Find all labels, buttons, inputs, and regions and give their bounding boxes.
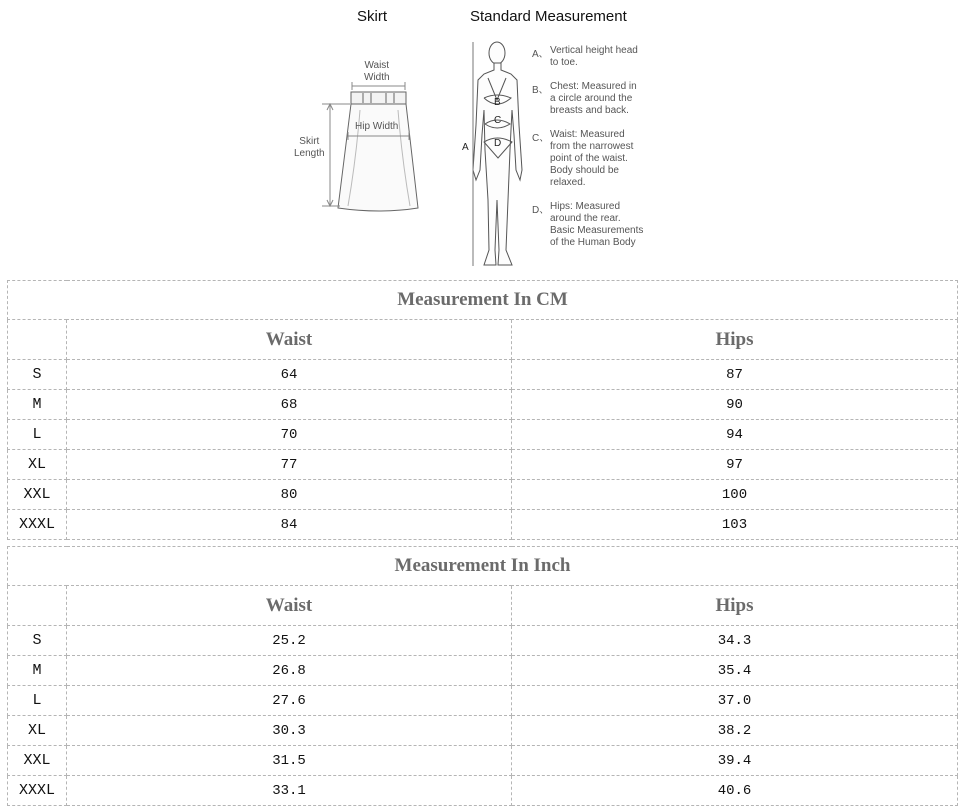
- table-row: [8, 716, 958, 746]
- size-label: M: [8, 656, 67, 686]
- waist-value: 25.2: [67, 626, 512, 656]
- skirt-length-label: Skirt Length: [294, 136, 325, 159]
- diagram-artwork: [0, 0, 962, 278]
- hips-value: 87: [512, 360, 958, 390]
- size-table-inch: [7, 546, 958, 806]
- body-figure: [473, 42, 522, 265]
- note-key-a: A、: [532, 49, 549, 60]
- size-label: XXXL: [8, 510, 67, 540]
- size-label: S: [8, 360, 67, 390]
- size-label: XL: [8, 716, 67, 746]
- note-key-d: D、: [532, 205, 550, 216]
- size-label: L: [8, 686, 67, 716]
- header-waist: Waist: [67, 586, 512, 626]
- table-title: Measurement In Inch: [8, 547, 958, 586]
- note-key-b: B、: [532, 85, 549, 96]
- size-label: XL: [8, 450, 67, 480]
- size-label: M: [8, 390, 67, 420]
- waist-value: 27.6: [67, 686, 512, 716]
- table-title: Measurement In CM: [8, 281, 958, 320]
- hips-value: 34.3: [512, 626, 958, 656]
- body-letter-a: A: [462, 142, 469, 153]
- size-label: L: [8, 420, 67, 450]
- waist-value: 68: [67, 390, 512, 420]
- note-text-a: Vertical height head to toe.: [550, 45, 638, 68]
- waist-width-label: Waist Width: [364, 60, 390, 83]
- hips-value: 37.0: [512, 686, 958, 716]
- note-text-d: Hips: Measured around the rear. Basic Measurements of the Human Body: [550, 201, 644, 248]
- note-text-b: Chest: Measured in a circle around the breasts and back.: [550, 81, 637, 116]
- table-row: [8, 776, 958, 806]
- table-row: [8, 420, 958, 450]
- note-key-c: C、: [532, 133, 550, 144]
- waist-value: 30.3: [67, 716, 512, 746]
- measurement-diagram: [0, 0, 962, 278]
- table-row: [8, 686, 958, 716]
- header-waist: Waist: [67, 320, 512, 360]
- hips-value: 103: [512, 510, 958, 540]
- size-label: XXXL: [8, 776, 67, 806]
- hips-value: 100: [512, 480, 958, 510]
- table-row: [8, 450, 958, 480]
- table-row: [8, 360, 958, 390]
- body-letter-c: C: [494, 115, 502, 126]
- skirt-title: Skirt: [357, 8, 387, 25]
- hips-value: 90: [512, 390, 958, 420]
- hips-value: 97: [512, 450, 958, 480]
- table-row: [8, 480, 958, 510]
- size-label: S: [8, 626, 67, 656]
- header-size-cell: [8, 320, 67, 360]
- table-row: [8, 656, 958, 686]
- waist-value: 64: [67, 360, 512, 390]
- size-table-cm: [7, 280, 958, 540]
- waist-value: 77: [67, 450, 512, 480]
- skirt-illustration: [338, 92, 418, 211]
- hips-value: 35.4: [512, 656, 958, 686]
- size-label: XXL: [8, 746, 67, 776]
- waist-value: 80: [67, 480, 512, 510]
- header-hips: Hips: [512, 320, 958, 360]
- waist-value: 70: [67, 420, 512, 450]
- size-label: XXL: [8, 480, 67, 510]
- hips-value: 38.2: [512, 716, 958, 746]
- waist-value: 26.8: [67, 656, 512, 686]
- table-row: [8, 626, 958, 656]
- table-row: [8, 510, 958, 540]
- hip-width-label: Hip Width: [355, 121, 399, 132]
- waist-value: 33.1: [67, 776, 512, 806]
- body-letter-b: B: [494, 97, 501, 108]
- waist-value: 84: [67, 510, 512, 540]
- header-hips: Hips: [512, 586, 958, 626]
- header-size-cell: [8, 586, 67, 626]
- table-row: [8, 390, 958, 420]
- body-letter-d: D: [494, 138, 502, 149]
- hips-value: 94: [512, 420, 958, 450]
- hips-value: 39.4: [512, 746, 958, 776]
- hips-value: 40.6: [512, 776, 958, 806]
- standard-measurement-title: Standard Measurement: [470, 8, 627, 25]
- note-text-c: Waist: Measured from the narrowest point of the waist. Body should be relaxed.: [550, 129, 634, 188]
- waist-value: 31.5: [67, 746, 512, 776]
- table-row: [8, 746, 958, 776]
